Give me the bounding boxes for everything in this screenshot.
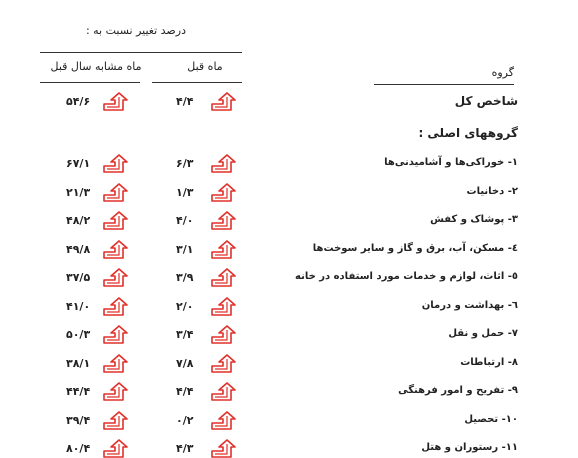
up-arrow-icon xyxy=(102,211,128,231)
group-label: ٤- مسکن، آب، برق و گاز و سایر سوخت‌ها xyxy=(312,243,518,254)
group-label: ۲- دخانیات xyxy=(466,186,518,197)
same-month-last-year-value: ۵۰/۳ xyxy=(66,328,91,341)
prev-month-value: ۴/۳ xyxy=(176,442,194,455)
up-arrow-icon xyxy=(210,297,236,317)
overall-same-month-last-year-value: ۵۴/۶ xyxy=(66,95,91,108)
header-rule-prev xyxy=(152,82,242,83)
group-label: ۹- تفریح و امور فرهنگی xyxy=(398,385,518,396)
up-arrow-icon xyxy=(210,439,236,458)
up-arrow-icon xyxy=(102,354,128,374)
prev-month-value: ۳/۱ xyxy=(176,243,194,256)
same-month-last-year-value: ۴۸/۲ xyxy=(66,214,91,227)
prev-month-value: ۳/۴ xyxy=(176,328,194,341)
same-month-last-year-value: ۸۰/۴ xyxy=(66,442,91,455)
same-month-last-year-value: ۶۷/۱ xyxy=(66,157,91,170)
group-label: ۱۰- تحصیل xyxy=(464,414,518,425)
up-arrow-icon xyxy=(102,183,128,203)
up-arrow-icon xyxy=(102,411,128,431)
group-label: ۱۱- رستوران و هتل xyxy=(421,442,518,453)
up-arrow-icon xyxy=(102,268,128,288)
column-header-prev-month: ماه قبل xyxy=(187,60,223,73)
column-header-same-month-last-year: ماه مشابه سال قبل xyxy=(50,60,142,73)
header-rule-group xyxy=(374,84,514,85)
group-label: ٥- اثاث، لوازم و خدمات مورد استفاده در خانه xyxy=(295,271,518,282)
prev-month-value: ۶/۳ xyxy=(176,157,194,170)
same-month-last-year-value: ۳۷/۵ xyxy=(66,271,91,284)
same-month-last-year-value: ۴۴/۴ xyxy=(66,385,91,398)
up-arrow-icon xyxy=(102,439,128,458)
up-arrow-icon xyxy=(102,240,128,260)
up-arrow-icon xyxy=(210,354,236,374)
same-month-last-year-value: ۳۹/۴ xyxy=(66,414,91,427)
prev-month-value: ۰/۲ xyxy=(176,414,194,427)
up-arrow-icon xyxy=(102,325,128,345)
up-arrow-icon xyxy=(210,154,236,174)
header-rule-top xyxy=(40,52,242,53)
same-month-last-year-value: ۴۱/۰ xyxy=(66,300,91,313)
prev-month-value: ۳/۹ xyxy=(176,271,194,284)
up-arrow-icon xyxy=(102,92,128,112)
group-label: ۱- خوراکی‌ها و آشامیدنی‌ها xyxy=(384,157,518,168)
change-header: درصد تغییر نسبت به : xyxy=(85,24,186,37)
prev-month-value: ۷/۸ xyxy=(176,357,194,370)
prev-month-value: ۴/۴ xyxy=(176,385,194,398)
overall-index-label: شاخص کل xyxy=(454,94,518,108)
group-label: ۳- پوشاک و کفش xyxy=(430,214,518,225)
up-arrow-icon xyxy=(210,183,236,203)
up-arrow-icon xyxy=(102,297,128,317)
header-rule-yoy xyxy=(40,82,140,83)
prev-month-value: ۲/۰ xyxy=(176,300,194,313)
main-groups-heading: گروههای اصلی : xyxy=(418,126,518,140)
column-header-group: گروه xyxy=(491,66,514,79)
group-label: ۸- ارتباطات xyxy=(460,357,518,368)
up-arrow-icon xyxy=(210,411,236,431)
up-arrow-icon xyxy=(210,240,236,260)
up-arrow-icon xyxy=(210,92,236,112)
up-arrow-icon xyxy=(210,382,236,402)
up-arrow-icon xyxy=(210,268,236,288)
up-arrow-icon xyxy=(210,211,236,231)
up-arrow-icon xyxy=(210,325,236,345)
group-label: ۷- حمل و نقل xyxy=(448,328,518,339)
same-month-last-year-value: ۲۱/۳ xyxy=(66,186,91,199)
group-label: ٦- بهداشت و درمان xyxy=(421,300,518,311)
same-month-last-year-value: ۴۹/۸ xyxy=(66,243,91,256)
overall-prev-month-value: ۴/۴ xyxy=(176,95,194,108)
prev-month-value: ۱/۳ xyxy=(176,186,194,199)
prev-month-value: ۴/۰ xyxy=(176,214,194,227)
up-arrow-icon xyxy=(102,154,128,174)
same-month-last-year-value: ۳۸/۱ xyxy=(66,357,91,370)
up-arrow-icon xyxy=(102,382,128,402)
